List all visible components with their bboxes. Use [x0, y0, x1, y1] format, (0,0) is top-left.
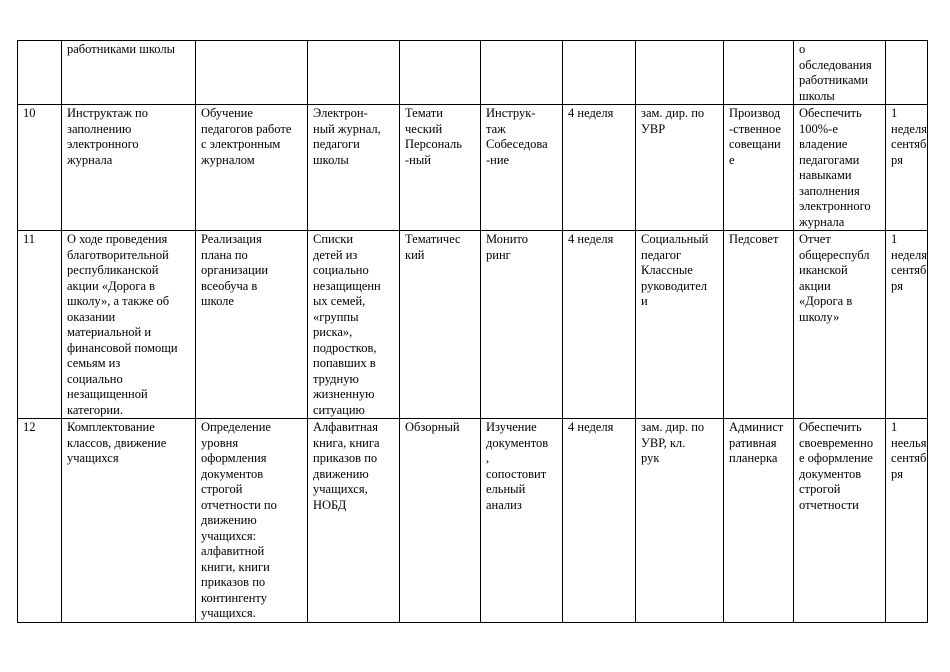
cell-review-place: Админист ративная планерка [724, 419, 794, 623]
table-row [18, 105, 928, 231]
cell-method: Монито ринг [481, 231, 563, 419]
cell-result: Обеспечить 100%-е владение педагогами навыками заполнения электронного журнала [794, 105, 886, 231]
table-row [18, 419, 928, 623]
table-row [18, 231, 928, 419]
cell-method: Инструк- таж Собеседова -ние [481, 105, 563, 231]
cell-row-number: 11 [18, 231, 62, 419]
cell-review-place: Педсовет [724, 231, 794, 419]
cell-responsible: зам. дир. по УВР [636, 105, 724, 231]
cell-row-number: 12 [18, 419, 62, 623]
cell-result: о обследования работниками школы [794, 41, 886, 105]
table-row [18, 41, 928, 105]
cell-date: 4 неделя [563, 419, 636, 623]
cell-topic: Комплектование классов, движение учащихся [62, 419, 196, 623]
cell-review-place: Производ -ственное совещани е [724, 105, 794, 231]
cell-date [563, 41, 636, 105]
cell-goal: Определение уровня оформления документов строгой отчетности по движению учащихся: алфавитной книги, книги приказов по контингенту учащихся. [196, 419, 308, 623]
cell-date: 4 неделя [563, 105, 636, 231]
cell-due [886, 41, 928, 105]
cell-responsible: Социальный педагог Классные руководител и [636, 231, 724, 419]
cell-goal: Реализация плана по организации всеобуча в школе [196, 231, 308, 419]
cell-due: 1 неделя сентяб ря [886, 231, 928, 419]
cell-control-type: Тематичес кий [400, 231, 481, 419]
cell-control-type [400, 41, 481, 105]
cell-object: Списки детей из социально незащищенн ых семей, «группы риска», подростков, попавших в трудную жизненную ситуацию [308, 231, 400, 419]
cell-result: Отчет общереспубл иканской акции «Дорога в школу» [794, 231, 886, 419]
cell-topic: работниками школы [62, 41, 196, 105]
cell-responsible [636, 41, 724, 105]
cell-goal: Обучение педагогов работе с электронным журналом [196, 105, 308, 231]
cell-due: 1 неелья сентяб ря [886, 419, 928, 623]
cell-row-number: 10 [18, 105, 62, 231]
cell-object [308, 41, 400, 105]
cell-method: Изучение документов , сопостовит ельный анализ [481, 419, 563, 623]
cell-topic: Инструктаж по заполнению электронного журнала [62, 105, 196, 231]
table-body [18, 41, 928, 623]
cell-goal [196, 41, 308, 105]
cell-topic: О ходе проведения благотворительной республиканской акции «Дорога в школу», а также об оказании материальной и финансовой помощи семьям из социально незащищенной категории. [62, 231, 196, 419]
cell-object: Электрон- ный журнал, педагоги школы [308, 105, 400, 231]
document-table [17, 40, 928, 623]
cell-review-place [724, 41, 794, 105]
cell-date: 4 неделя [563, 231, 636, 419]
cell-responsible: зам. дир. по УВР, кл. рук [636, 419, 724, 623]
cell-method [481, 41, 563, 105]
cell-result: Обеспечить своевременно е оформление документов строгой отчетности [794, 419, 886, 623]
cell-control-type: Обзорный [400, 419, 481, 623]
cell-due: 1 неделя сентяб ря [886, 105, 928, 231]
cell-row-number [18, 41, 62, 105]
cell-control-type: Темати ческий Персональ -ный [400, 105, 481, 231]
cell-object: Алфавитная книга, книга приказов по движению учащихся, НОБД [308, 419, 400, 623]
